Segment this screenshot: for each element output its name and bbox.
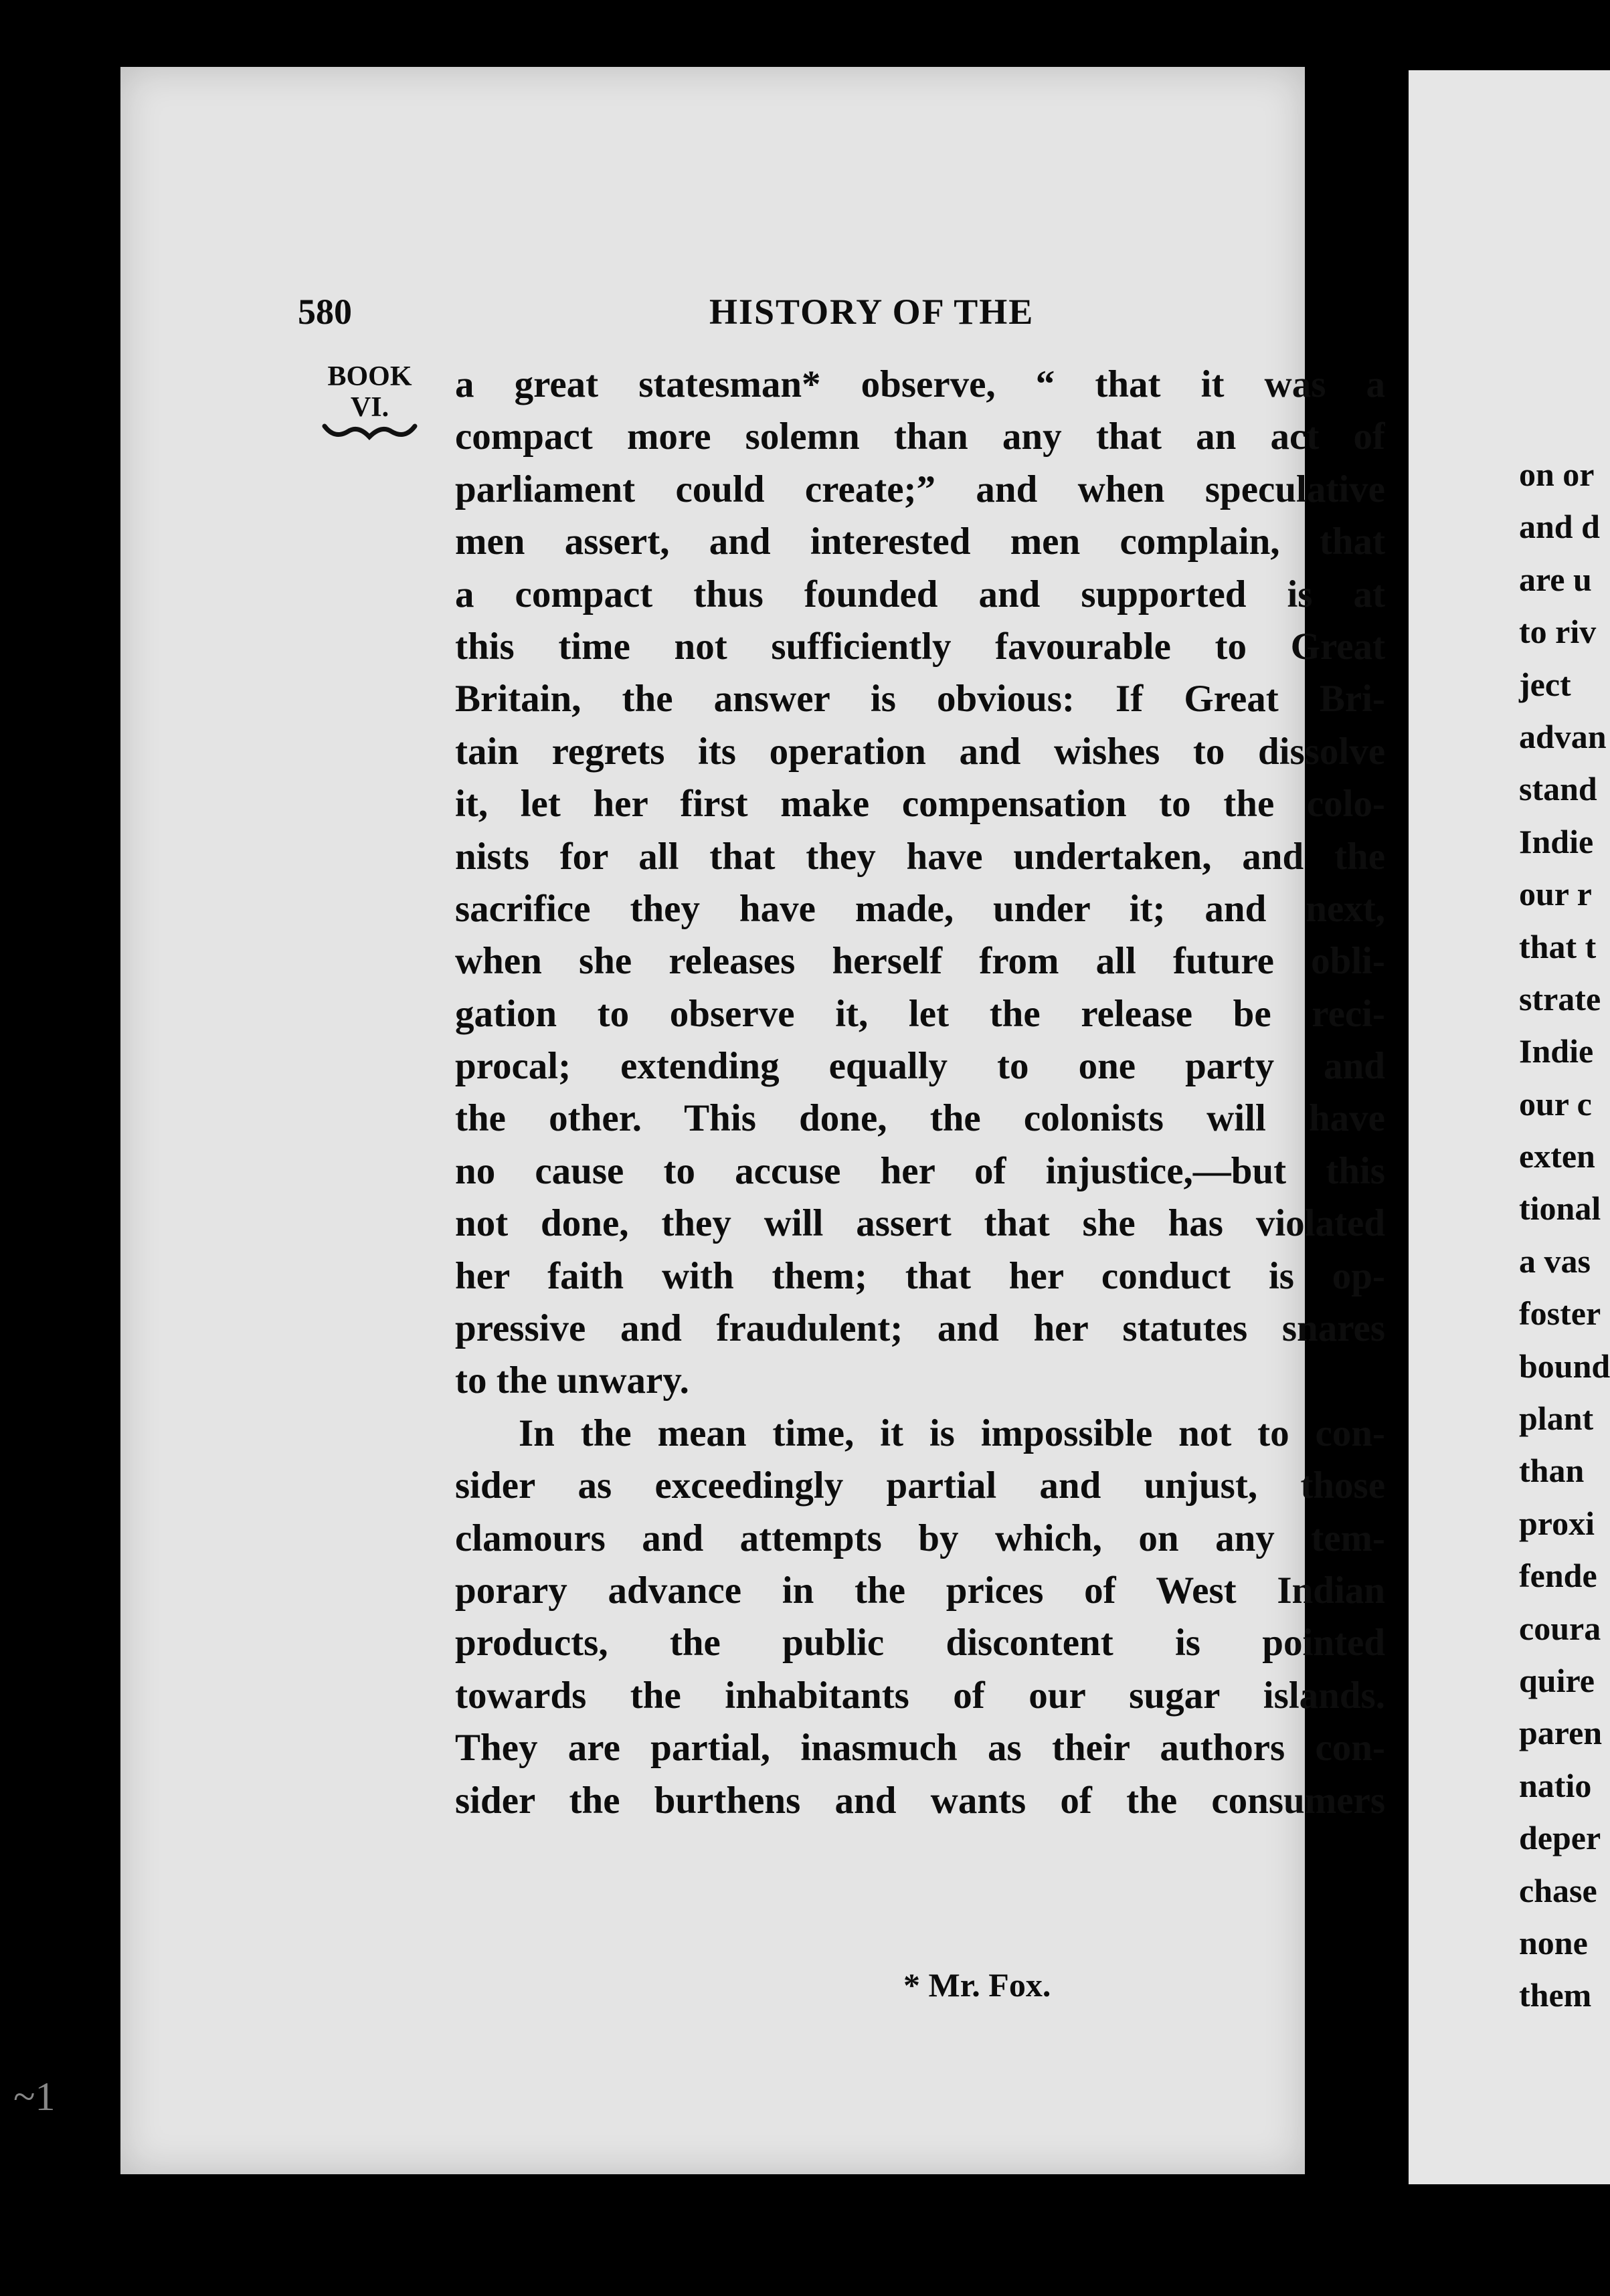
facing-line: quire [1519,1661,1595,1699]
facing-line: ject [1519,665,1571,703]
gutter-mark: ~1 [13,2075,56,2119]
text-line: towards the inhabitants of our sugar islands. [455,1674,1385,1717]
body-text [455,359,1385,1827]
facing-page [1409,70,1610,2184]
margin-note [321,361,418,423]
facing-line: are u [1519,560,1592,598]
facing-line: fende [1519,1557,1597,1595]
facing-line: our r [1519,875,1592,913]
text-line: sider as exceedingly partial and unjust, those [455,1464,1385,1507]
facing-line: proxi [1519,1504,1595,1542]
text-line: They are partial, inasmuch as their authors con- [455,1727,1385,1769]
text-line: porary advance in the prices of West Indian [455,1569,1385,1612]
text-line: her faith with them; that her conduct is op- [455,1254,1385,1297]
text-line: Britain, the answer is obvious: If Great Bri- [455,678,1385,721]
facing-line: paren [1519,1714,1603,1752]
margin-note-book: BOOK [327,361,412,392]
text-line: sider the burthens and wants of the consumers [455,1779,1385,1822]
text-line: tain regrets its operation and wishes to dissolve [455,730,1385,773]
facing-line: and d [1519,508,1600,546]
margin-note-number: VI. [350,392,389,423]
text-line: this time not sufficiently favourable to Great [455,625,1385,668]
facing-line: on or [1519,456,1595,493]
text-line: gation to observe it, let the release be reci- [455,992,1385,1035]
facing-line: bound [1519,1347,1610,1385]
facing-line: stand [1519,770,1597,808]
facing-line: deper [1519,1819,1601,1857]
text-line: no cause to accuse her of injustice,—but this [455,1149,1385,1192]
facing-line: that t [1519,927,1597,965]
running-head: HISTORY OF THE [709,292,1035,332]
facing-line: to riv [1519,613,1597,651]
text-line: when she releases herself from all future obli- [455,940,1385,983]
text-line: men assert, and interested men complain, that [455,520,1385,563]
text-line: the other. This done, the colonists will have [455,1097,1385,1140]
facing-line: coura [1519,1609,1601,1647]
brace-ornament [321,418,418,445]
facing-page-text [1519,448,1610,2022]
text-line: products, the public discontent is pointed [455,1622,1385,1664]
text-line: compact more solemn than any that an act of [455,415,1385,458]
text-line: clamours and attempts by which, on any tem- [455,1517,1385,1559]
text-line: parliament could create;” and when speculative [455,468,1385,510]
footnote: * Mr. Fox. [903,1966,1051,2004]
facing-line: chase [1519,1871,1597,1909]
text-line: it, let her first make compensation to the colo- [455,783,1385,826]
facing-line: Indie [1519,1032,1594,1070]
book-page [120,67,1385,2174]
facing-line: nonе [1519,1923,1588,1962]
text-line: pressive and fraudulent; and her statutes snares [455,1307,1385,1350]
text-line: a compact thus founded and supported is at [455,573,1385,615]
facing-line: plant [1519,1400,1594,1438]
facing-line: tional [1519,1189,1601,1228]
facing-line: Indie [1519,822,1594,860]
text-line: not done, they will assert that she has violated [455,1202,1385,1245]
facing-line: advan [1519,717,1607,755]
text-line: procal; extending equally to one party and [455,1045,1385,1088]
text-line: sacrifice they have made, under it; and next, [455,887,1385,930]
text-line: nists for all that they have undertaken, and the [455,835,1385,878]
text-line: a great statesman* observe, “ that it was a [455,363,1385,405]
page-number: 580 [298,292,352,332]
facing-line: a vas [1519,1242,1591,1280]
facing-line: them [1519,1976,1592,2014]
text-line: to the unwary. [455,1359,689,1402]
facing-line: strate [1519,979,1601,1018]
text-line: In the mean time, it is impossible not to con- [519,1412,1385,1454]
facing-line: natio [1519,1766,1592,1804]
facing-line: foster [1519,1295,1601,1333]
facing-line: than [1519,1452,1585,1490]
facing-line: exten [1519,1137,1595,1175]
facing-line: our c [1519,1084,1592,1123]
